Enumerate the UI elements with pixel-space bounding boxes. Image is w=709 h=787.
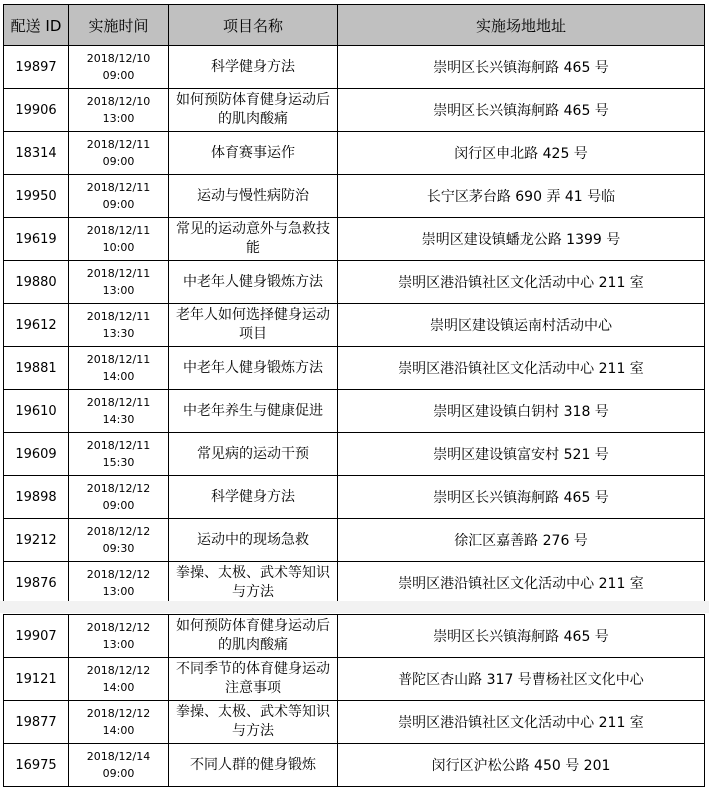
cell-id: [4, 261, 69, 304]
cell-time: [69, 701, 169, 744]
cell-id-text: 19877: [15, 714, 57, 730]
cell-address-text: 崇明区港沿镇社区文化活动中心 211 室: [398, 576, 644, 592]
cell-id: [4, 562, 69, 605]
cell-address: [338, 658, 705, 701]
cell-id: [4, 615, 69, 658]
cell-address-text: 崇明区建设镇白钥村 318 号: [433, 404, 609, 420]
cell-time: [69, 218, 169, 261]
header-id: 配送 ID: [4, 5, 69, 46]
table-row: [4, 46, 705, 89]
cell-name: [169, 347, 338, 390]
cell-name: [169, 390, 338, 433]
cell-time-clock: 09:30: [102, 542, 135, 555]
cell-time-date: 2018/12/10: [86, 52, 151, 65]
cell-name: [169, 175, 338, 218]
cell-address: [338, 132, 705, 175]
cell-time: [69, 562, 169, 605]
table-row: [4, 519, 705, 562]
cell-time-clock: 09:00: [102, 155, 135, 168]
cell-time: [69, 476, 169, 519]
cell-name: [169, 218, 338, 261]
table-row: [4, 218, 705, 261]
cell-time: [69, 433, 169, 476]
cell-time-date: 2018/12/11: [86, 267, 151, 280]
cell-name-text: 中老年人健身锻炼方法: [183, 359, 323, 376]
cell-id-text: 18314: [15, 145, 57, 161]
cell-address-text: 崇明区长兴镇海舸路 465 号: [433, 629, 609, 645]
cell-name: [169, 433, 338, 476]
cell-name: [169, 615, 338, 658]
cell-id: [4, 433, 69, 476]
cell-id-text: 19876: [15, 575, 57, 591]
cell-address-text: 崇明区港沿镇社区文化活动中心 211 室: [398, 275, 644, 291]
cell-name: [169, 476, 338, 519]
schedule-table-continued: [3, 614, 705, 787]
cell-address-text: 崇明区长兴镇海舸路 465 号: [433, 60, 609, 76]
cell-address: [338, 562, 705, 605]
cell-address-text: 闵行区申北路 425 号: [454, 146, 588, 162]
cell-time: [69, 390, 169, 433]
cell-time: [69, 132, 169, 175]
table-row: [4, 615, 705, 658]
table-row: [4, 175, 705, 218]
cell-time-clock: 15:30: [102, 456, 135, 469]
cell-name-text: 运动中的现场急救: [197, 531, 309, 548]
cell-address-text: 闵行区沪松公路 450 号 201: [431, 758, 611, 774]
cell-address-text: 崇明区长兴镇海舸路 465 号: [433, 490, 609, 506]
table-row: [4, 261, 705, 304]
cell-address: [338, 304, 705, 347]
cell-address-text: 崇明区长兴镇海舸路 465 号: [433, 103, 609, 119]
cell-id-text: 19907: [15, 628, 57, 644]
cell-name: [169, 89, 338, 132]
cell-time: [69, 46, 169, 89]
cell-name: [169, 658, 338, 701]
cell-time-date: 2018/12/11: [86, 181, 151, 194]
cell-name-text: 科学健身方法: [211, 58, 295, 75]
cell-name-text: 不同季节的体育健身运动注意事项: [176, 661, 330, 696]
cell-time-date: 2018/12/11: [86, 439, 151, 452]
cell-id-text: 19619: [15, 231, 57, 247]
table-row: [4, 132, 705, 175]
cell-id: [4, 132, 69, 175]
cell-name-text: 拳操、太极、武术等知识与方法: [176, 565, 330, 600]
cell-time-date: 2018/12/10: [86, 95, 151, 108]
cell-address-text: 崇明区建设镇蟠龙公路 1399 号: [421, 232, 621, 248]
cell-time-clock: 14:30: [102, 413, 135, 426]
cell-id-text: 19609: [15, 446, 57, 462]
cell-name-text: 科学健身方法: [211, 488, 295, 505]
cell-id-text: 19212: [15, 532, 57, 548]
cell-time-date: 2018/12/12: [86, 707, 151, 720]
cell-id-text: 19121: [15, 671, 57, 687]
cell-id-text: 16975: [15, 757, 57, 773]
cell-time-date: 2018/12/14: [86, 750, 151, 763]
cell-id-text: 19610: [15, 403, 57, 419]
header-address: 实施场地地址: [338, 5, 705, 46]
cell-address-text: 崇明区建设镇运南村活动中心: [430, 318, 612, 334]
cell-address: [338, 347, 705, 390]
cell-time-date: 2018/12/12: [86, 568, 151, 581]
cell-time-date: 2018/12/12: [86, 621, 151, 634]
table-row: [4, 89, 705, 132]
cell-name: [169, 132, 338, 175]
table-row: [4, 744, 705, 787]
cell-time-clock: 09:00: [102, 69, 135, 82]
cell-address-text: 崇明区港沿镇社区文化活动中心 211 室: [398, 715, 644, 731]
cell-time-clock: 13:00: [102, 638, 135, 651]
cell-time-date: 2018/12/12: [86, 664, 151, 677]
cell-time: [69, 519, 169, 562]
cell-id: [4, 476, 69, 519]
table-row: [4, 347, 705, 390]
cell-id-text: 19881: [15, 360, 57, 376]
cell-address-text: 普陀区杏山路 317 号曹杨社区文化中心: [398, 672, 644, 688]
cell-time-clock: 13:00: [102, 112, 135, 125]
cell-time-date: 2018/12/11: [86, 353, 151, 366]
cell-address: [338, 476, 705, 519]
cell-address: [338, 46, 705, 89]
cell-address: [338, 744, 705, 787]
cell-address: [338, 390, 705, 433]
cell-time: [69, 615, 169, 658]
cell-time-clock: 13:00: [102, 585, 135, 598]
table-row: [4, 304, 705, 347]
cell-name-text: 如何预防体育健身运动后的肌肉酸痛: [176, 618, 330, 653]
cell-address: [338, 615, 705, 658]
cell-time-date: 2018/12/11: [86, 138, 151, 151]
cell-address: [338, 433, 705, 476]
cell-address: [338, 519, 705, 562]
cell-id: [4, 744, 69, 787]
cell-id: [4, 390, 69, 433]
header-row: [4, 5, 705, 46]
cell-time: [69, 175, 169, 218]
cell-id: [4, 519, 69, 562]
cell-address-text: 长宁区茅台路 690 弄 41 号临: [426, 189, 616, 205]
cell-time-clock: 09:00: [102, 499, 135, 512]
cell-id: [4, 46, 69, 89]
cell-name-text: 常见的运动意外与急救技能: [176, 221, 330, 256]
cell-name: [169, 744, 338, 787]
cell-id-text: 19612: [15, 317, 57, 333]
cell-time-date: 2018/12/11: [86, 224, 151, 237]
cell-name: [169, 519, 338, 562]
cell-time: [69, 347, 169, 390]
cell-name-text: 常见病的运动干预: [197, 445, 309, 462]
table-row: [4, 658, 705, 701]
cell-time-clock: 09:00: [102, 198, 135, 211]
cell-time: [69, 744, 169, 787]
cell-id: [4, 304, 69, 347]
header-time: 实施时间: [69, 5, 169, 46]
cell-name-text: 老年人如何选择健身运动项目: [176, 307, 330, 342]
cell-id: [4, 218, 69, 261]
cell-time-clock: 13:30: [102, 327, 135, 340]
cell-name: [169, 46, 338, 89]
cell-time-date: 2018/12/11: [86, 310, 151, 323]
cell-address-text: 徐汇区嘉善路 276 号: [454, 533, 588, 549]
cell-address-text: 崇明区建设镇富安村 521 号: [433, 447, 609, 463]
cell-address: [338, 261, 705, 304]
cell-id-text: 19880: [15, 274, 57, 290]
cell-name: [169, 261, 338, 304]
table-row: [4, 562, 705, 605]
cell-address: [338, 89, 705, 132]
header-name: 项目名称: [169, 5, 338, 46]
cell-time: [69, 304, 169, 347]
cell-name-text: 体育赛事运作: [211, 144, 295, 161]
cell-id: [4, 658, 69, 701]
cell-name: [169, 304, 338, 347]
cell-id-text: 19898: [15, 489, 57, 505]
cell-time-clock: 09:00: [102, 767, 135, 780]
table-row: [4, 390, 705, 433]
cell-name-text: 如何预防体育健身运动后的肌肉酸痛: [176, 92, 330, 127]
cell-id: [4, 175, 69, 218]
cell-id-text: 19950: [15, 188, 57, 204]
cell-name-text: 中老年人健身锻炼方法: [183, 273, 323, 290]
cell-name: [169, 701, 338, 744]
cell-address-text: 崇明区港沿镇社区文化活动中心 211 室: [398, 361, 644, 377]
cell-address: [338, 701, 705, 744]
cell-name-text: 运动与慢性病防治: [197, 187, 309, 204]
cell-name-text: 不同人群的健身锻炼: [190, 756, 316, 773]
cell-time: [69, 89, 169, 132]
cell-time-clock: 14:00: [102, 370, 135, 383]
cell-time-date: 2018/12/12: [86, 482, 151, 495]
cell-address: [338, 175, 705, 218]
cell-time-clock: 10:00: [102, 241, 135, 254]
cell-name-text: 中老年养生与健康促进: [183, 402, 323, 419]
schedule-table: [3, 4, 705, 605]
cell-id-text: 19906: [15, 102, 57, 118]
table-row: [4, 433, 705, 476]
cell-address: [338, 218, 705, 261]
cell-time-date: 2018/12/12: [86, 525, 151, 538]
cell-name: [169, 562, 338, 605]
cell-id: [4, 89, 69, 132]
cell-id: [4, 347, 69, 390]
cell-id-text: 19897: [15, 59, 57, 75]
cell-time-clock: 14:00: [102, 681, 135, 694]
page-break: [0, 601, 709, 613]
cell-time-clock: 14:00: [102, 724, 135, 737]
table-row: [4, 476, 705, 519]
cell-time-date: 2018/12/11: [86, 396, 151, 409]
table-row: [4, 701, 705, 744]
cell-time: [69, 261, 169, 304]
cell-name-text: 拳操、太极、武术等知识与方法: [176, 704, 330, 739]
cell-time: [69, 658, 169, 701]
cell-id: [4, 701, 69, 744]
cell-time-clock: 13:00: [102, 284, 135, 297]
